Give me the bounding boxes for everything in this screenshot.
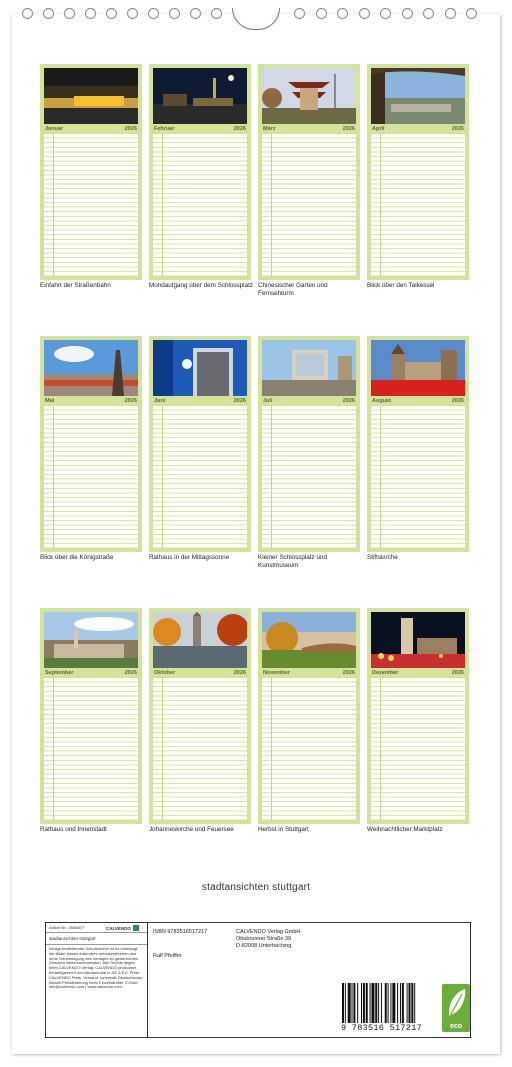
info-box <box>45 922 471 1038</box>
day-grid <box>44 406 138 548</box>
month-caption: Stiftskirche <box>367 554 398 561</box>
binding-ring <box>169 8 180 19</box>
binding-ring <box>294 8 305 19</box>
month-page-mai <box>40 336 142 552</box>
month-year: 2026 <box>342 126 355 132</box>
binding-ring <box>316 8 327 19</box>
day-grid <box>153 406 247 548</box>
month-name: Januar <box>45 126 64 132</box>
binding-ring <box>423 8 434 19</box>
barcode-number: 9 783516 517217 <box>341 1023 423 1033</box>
month-year: 2026 <box>233 670 246 676</box>
binding-ring <box>22 8 33 19</box>
author: Ralf Pfeiffer <box>153 953 182 959</box>
city-spire-photo <box>44 340 138 396</box>
day-grid <box>262 134 356 276</box>
month-name: Februar <box>154 126 175 132</box>
binding-ring <box>85 8 96 19</box>
schlossplatz-night-photo <box>153 68 247 124</box>
month-page-april <box>367 64 469 280</box>
barcode-bars <box>341 983 439 1023</box>
publisher-address: CALVENDO Verlag GmbH Ottobrunner Straße 39 D-82008 Unterhaching <box>236 929 301 949</box>
info-left-column <box>46 923 148 1037</box>
isbn: ISBN 9783516517217 <box>153 929 208 935</box>
calvendo-logo-mark <box>133 925 139 931</box>
month-caption: Blick über die Königstraße <box>40 554 114 561</box>
binding-ring <box>64 8 75 19</box>
christmas-market-photo <box>371 612 465 668</box>
month-header <box>371 397 465 405</box>
month-header <box>371 125 465 133</box>
binding-ring <box>127 8 138 19</box>
month-caption: Weihnachtlicher Marktplatz <box>367 826 443 833</box>
month-header <box>262 669 356 677</box>
month-header <box>262 125 356 133</box>
month-page-januar <box>40 64 142 280</box>
month-year: 2026 <box>451 670 464 676</box>
day-grid <box>44 678 138 820</box>
binding-ring <box>445 8 456 19</box>
month-header <box>44 125 138 133</box>
townhall-sun-photo <box>153 340 247 396</box>
month-caption: Kleiner Schlossplatz und Kunstmuseum <box>258 554 327 569</box>
month-name: März <box>263 126 276 132</box>
month-page-august <box>367 336 469 552</box>
binding-ring <box>106 8 117 19</box>
month-year: 2026 <box>124 126 137 132</box>
day-grid <box>44 134 138 276</box>
day-grid <box>262 406 356 548</box>
eco-badge: eco <box>442 984 470 1032</box>
binding-ring <box>466 8 477 19</box>
month-caption: Rathaus und Innenstadt <box>40 826 107 833</box>
month-page-november <box>258 608 360 824</box>
month-year: 2026 <box>342 398 355 404</box>
month-name: April <box>372 126 385 132</box>
month-page-oktober <box>149 608 251 824</box>
month-caption: Blick über den Talkessel <box>367 282 435 289</box>
month-caption: Chinesischer Garten und Fernsehturm <box>258 282 328 297</box>
month-year: 2026 <box>451 126 464 132</box>
legal-notice: Infolge bestehender Schutzrechte ist es untersagt, die Bilder dieses Kalenders herauszutrennen und ohne Genehmigung des Verlages zu gewerblichen Zwecken weiterzuverwenden. Alle Rechte liegen beim CALVENDO-Verlag. CALVENDO produziert bedarfsgerecht und klimaneutral in DE & EU. Preis: CALVENDO Preis. Versand: Innerhalb Deutschlands. Aktuell Preisänderung beim Einzelhändler. E-Mail: info@calvendo.com | www.calvendo.com <box>49 946 144 990</box>
day-grid <box>371 406 465 548</box>
month-name: Oktober <box>154 670 176 676</box>
month-name: November <box>263 670 290 676</box>
month-name: Juni <box>154 398 166 404</box>
month-name: Dezember <box>372 670 399 676</box>
calendar-subtitle: stadtansichten stuttgart <box>201 882 311 893</box>
stiftskirche-photo <box>371 340 465 396</box>
month-header <box>153 669 247 677</box>
month-year: 2026 <box>124 670 137 676</box>
month-name: August <box>372 398 391 404</box>
pagoda-photo <box>262 68 356 124</box>
month-year: 2026 <box>342 670 355 676</box>
month-page-februar <box>149 64 251 280</box>
day-grid <box>371 134 465 276</box>
binding-ring <box>190 8 201 19</box>
day-grid <box>153 134 247 276</box>
month-header <box>153 125 247 133</box>
binding-ring <box>211 8 222 19</box>
month-caption: Rathaus in der Mittagssonne <box>149 554 230 561</box>
kunstmuseum-photo <box>262 340 356 396</box>
barcode <box>341 983 439 1037</box>
month-page-dezember <box>367 608 469 824</box>
month-caption: Johanneskirche und Feuersee <box>149 826 234 833</box>
month-name: Juli <box>263 398 273 404</box>
lake-church-photo <box>153 612 247 668</box>
binding-ring <box>337 8 348 19</box>
binding-ring <box>380 8 391 19</box>
month-header <box>44 397 138 405</box>
article-number: Artikel Nr.: 3586877 <box>46 923 147 933</box>
day-grid <box>262 678 356 820</box>
month-header <box>44 669 138 677</box>
day-grid <box>371 678 465 820</box>
month-caption: Herbst in Stuttgart <box>258 826 309 833</box>
month-name: September <box>45 670 74 676</box>
day-grid <box>153 678 247 820</box>
binding-ring <box>43 8 54 19</box>
binding-ring <box>359 8 370 19</box>
month-year: 2026 <box>451 398 464 404</box>
month-page-märz <box>258 64 360 280</box>
month-caption: Mondaufgang über dem Schlossplatz <box>149 282 253 289</box>
month-year: 2026 <box>233 126 246 132</box>
month-name: Mai <box>45 398 55 404</box>
short-title: stadtansichten stuttgart <box>46 933 147 945</box>
month-header <box>153 397 247 405</box>
calendar-sheet <box>12 14 500 1054</box>
binding-ring <box>402 8 413 19</box>
month-page-juli <box>258 336 360 552</box>
month-header <box>262 397 356 405</box>
city-panorama-photo <box>44 612 138 668</box>
leaf-icon <box>442 984 470 1022</box>
autumn-hill-photo <box>262 612 356 668</box>
tram-night-photo <box>44 68 138 124</box>
month-header <box>371 669 465 677</box>
month-year: 2026 <box>233 398 246 404</box>
month-year: 2026 <box>124 398 137 404</box>
month-caption: Einfahrt der Straßenbahn <box>40 282 111 289</box>
month-page-juni <box>149 336 251 552</box>
calvendo-logo: CALVENDO <box>106 924 142 932</box>
valley-view-photo <box>371 68 465 124</box>
binding-ring <box>148 8 159 19</box>
hanger-cutout <box>232 8 280 30</box>
month-page-september <box>40 608 142 824</box>
